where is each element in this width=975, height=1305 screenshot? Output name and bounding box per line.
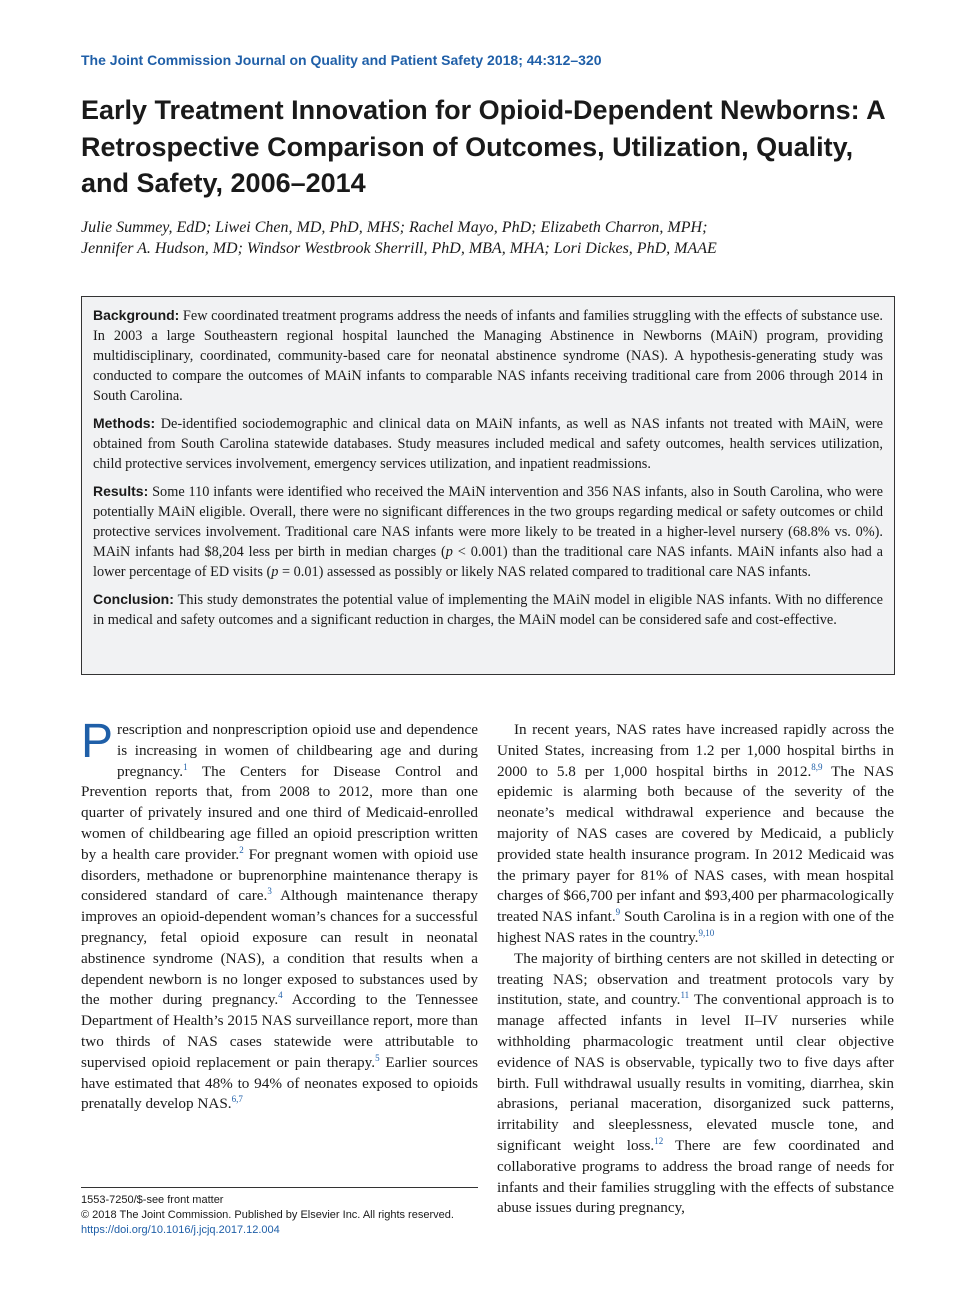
abstract-background-text: Few coordinated treatment programs address the needs of infants and families struggling with the effects of substance use. In 2003 a large Southeastern regional hospital launched the Managing Abstinence in Newborns (MAiN) program, providing multidisciplinary, coordinated, community-based care for neonatal abstinence syndrome (NAS). A hypothesis-generating study was conducted to compare the outcomes of MAiN infants to comparable NAS infants receiving traditional care from 2006 through 2014 in South Carolina. [93,308,884,404]
body-column-left [81,720,478,1140]
footer-divider [81,1187,478,1188]
intro-paragraph [81,720,478,1115]
body-text: The majority of birthing centers are not skilled in detecting or treating NAS; observation and treatment protocols vary by institution, state, and country. [497,949,894,1009]
abstract-conclusion-text: This study demonstrates the potential value of implementing the MAiN model in eligible NAS infants. With no difference in medical and safety outcomes and a significant reduction in charges, the MAiN model can be considered safe and cost-effective. [93,592,883,628]
body-paragraph [497,720,894,949]
author-list [81,217,901,259]
abstract-conclusion-label: Conclusion: [93,591,174,607]
author-line-1: Julie Summey, EdD; Liwei Chen, MD, PhD, MHS; Rachel Mayo, PhD; Elizabeth Charron, MPH; [81,219,708,236]
reference-link[interactable]: 6,7 [231,1094,243,1105]
body-text: The NAS epidemic is alarming both because of the severity of the neonate’s medical withdrawal experience and because the majority of NAS cases are covered by Medicaid, a publicly provided state health insurance program. In 2012 Medicaid was the primary payer for 81% of NAS cases, with mean hospital charges of $66,700 per infant and $93,400 per pharmacologically treated NAS infant. [497,762,894,926]
footer [81,1193,478,1238]
abstract-methods-label: Methods: [93,415,156,431]
body-text: Earlier sources have estimated that 48% to 94% of neonates exposed to opioids prenatally develop NAS. [81,1053,478,1113]
reference-link[interactable]: 1 [183,761,188,772]
reference-link[interactable]: 2 [239,844,244,855]
doi-link[interactable]: https://doi.org/10.1016/j.jcjq.2017.12.004 [81,1224,280,1236]
issn-line: 1553-7250/$-see front matter [81,1194,224,1206]
reference-link[interactable]: 8,9 [811,761,823,772]
body-text: There are few coordinated and collaborative programs to address the broad range of needs for infants and their families struggling with the effects of substance abuse issues during pregnancy, [497,1136,894,1217]
body-text: In recent years, NAS rates have increased rapidly across the United States, increasing from 1.2 per 1,000 hospital births in 2000 to 5.8 per 1,000 hospital births in 2012. [497,721,894,780]
author-line-2: Jennifer A. Hudson, MD; Windsor Westbrook Sherrill, PhD, MBA, MHA; Lori Dickes, PhD, MAAE [81,240,717,257]
reference-link[interactable]: 9,10 [698,927,715,938]
abstract-results-text-c: = 0.01) assessed as possibly or likely NAS related compared to traditional care NAS infants. [278,564,811,580]
body-text: For pregnant women with opioid use disorders, methadone or buprenorphine maintenance therapy is considered standard of care. [81,845,478,905]
body-text: The conventional approach is to manage affected infants in level II–IV nurseries while withholding pharmacologic treatment until clear objective evidence of NAS is observable, typically two to five days after birth. Full withdrawal usually results in vomiting, diarrhea, skin abrasions, perianal maceration, disorganized suck patterns, irritability and sleeplessness, elevated muscle tone, and significant weight loss. [497,991,894,1154]
abstract-results-label: Results: [93,483,149,499]
reference-link[interactable]: 3 [267,886,272,897]
reference-link[interactable]: 4 [278,990,283,1001]
reference-link[interactable]: 5 [375,1052,380,1063]
article-title: Early Treatment Innovation for Opioid-Dependent Newborns: A Retrospective Comparison of Outcomes, Utilization, Quality, and Safety, 2006–2014 [81,95,885,198]
body-text: The Centers for Disease Control and Prevention reports that, from 2008 to 2012, more than one quarter of privately insured and one third of Medicaid-enrolled women of childbearing age filled an opioid prescription written by a health care provider. [81,762,478,863]
abstract-results-text-b: < 0.001) than the traditional care NAS infants. MAiN infants also had a lower percentage of ED visits ( [93,544,884,580]
abstract-background-label: Background: [93,307,180,323]
body-paragraph [497,949,894,1219]
p-value-symbol: p [445,544,453,560]
abstract-results-text-a: Some 110 infants were identified who received the MAiN intervention and 356 NAS infants, also in South Carolina, who were potentially MAiN eligible. Overall, there were no significant differences in the two groups regarding medical or safety outcomes or child protective services involvement. Traditional care NAS infants were more likely to be treated in a higher-level nursery (68.8% vs. 0%). MAiN infants had $8,204 less per birth in median charges ( [93,484,883,560]
body-column-right [497,720,894,1245]
reference-link[interactable]: 12 [654,1135,664,1146]
p-value-symbol: p [271,564,279,580]
abstract-results [93,481,883,582]
reference-link[interactable]: 11 [680,990,690,1001]
reference-link[interactable]: 9 [615,907,621,918]
abstract-methods [93,413,883,474]
journal-citation: The Joint Commission Journal on Quality and Patient Safety 2018; 44:312–320 [81,52,602,68]
abstract-box [81,296,895,675]
abstract-background [93,305,883,406]
body-text: According to the Tennessee Department of Health’s 2015 NAS surveillance report, more than two thirds of NAS cases statewide were attributable to supervised opioid replacement or pain therapy. [81,991,478,1071]
drop-cap: P [81,720,114,768]
copyright-line: © 2018 The Joint Commission. Published by Elsevier Inc. All rights reserved. [81,1209,454,1221]
body-text: Although maintenance therapy improves an opioid-dependent woman’s chances for a successful pregnancy, fetal opioid exposure can result in neonatal abstinence syndrome (NAS), a condition that results when a dependent newborn is no longer exposed to substances used by the mother during pregnancy. [81,887,478,1009]
abstract-methods-text: De-identified sociodemographic and clinical data on MAiN infants, as well as NAS infants not treated with MAiN, were obtained from South Carolina statewide databases. Study measures included medical and safety outcomes, health services utilization, child protective services involvement, emergency services utilization, and inpatient readmissions. [93,416,883,472]
abstract-conclusion [93,589,883,630]
body-text: rescription and nonprescription opioid use and dependence is increasing in women of childbearing age and during pregnancy. [117,721,478,780]
body-text: South Carolina is in a region with one of the highest NAS rates in the country. [497,908,894,946]
